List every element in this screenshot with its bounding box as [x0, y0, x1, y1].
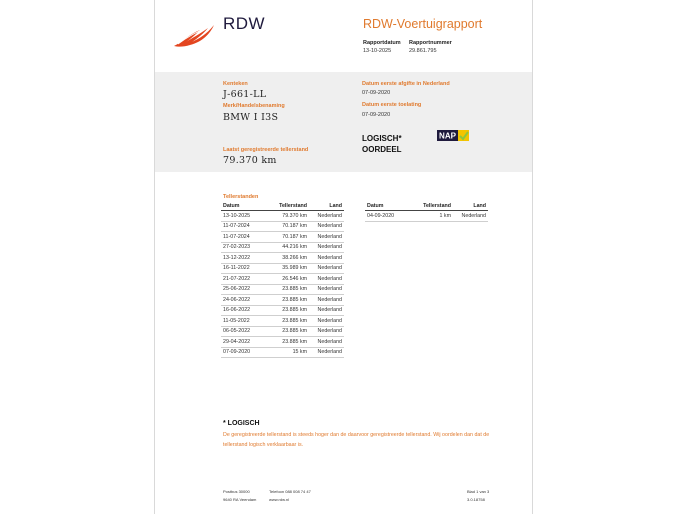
cell-land: Nederland	[309, 263, 344, 274]
cell-tellerstand: 70.187 km	[269, 221, 309, 232]
table-row	[221, 326, 344, 337]
cell-datum: 29-04-2022	[221, 337, 269, 348]
footer-plaats: 9640 RA Veendam	[223, 497, 257, 502]
col-land: Land	[309, 202, 344, 211]
report-page	[154, 0, 533, 514]
table-header-row	[365, 202, 488, 211]
afgifte-label: Datum eerste afgifte in Nederland	[362, 81, 450, 87]
tellerstanden-title: Tellerstanden	[223, 194, 259, 200]
cell-datum: 21-07-2022	[221, 274, 269, 285]
tellerstanden-table-right	[365, 202, 488, 222]
col-tellerstand: Tellerstand	[413, 202, 453, 211]
cell-tellerstand: 23.885 km	[269, 316, 309, 327]
cell-tellerstand: 79.370 km	[269, 211, 309, 222]
table-row	[221, 232, 344, 243]
merk-label: Merk/Handelsbenaming	[223, 103, 285, 109]
table-row	[221, 242, 344, 253]
table-row	[221, 253, 344, 264]
col-land: Land	[453, 202, 488, 211]
cell-land: Nederland	[309, 211, 344, 222]
verdict-line-1: LOGISCH*	[362, 134, 402, 143]
cell-tellerstand: 23.885 km	[269, 295, 309, 306]
cell-tellerstand: 70.187 km	[269, 232, 309, 243]
cell-tellerstand: 23.885 km	[269, 326, 309, 337]
cell-land: Nederland	[453, 211, 488, 222]
rapportdatum-label: Rapportdatum	[363, 40, 401, 46]
table-row	[221, 347, 344, 358]
cell-datum: 06-05-2022	[221, 326, 269, 337]
verdict-line-2: OORDEEL	[362, 145, 402, 154]
table-row	[221, 295, 344, 306]
cell-land: Nederland	[309, 274, 344, 285]
tellerstanden-table	[221, 202, 344, 358]
cell-tellerstand: 23.885 km	[269, 305, 309, 316]
cell-tellerstand: 1 km	[413, 211, 453, 222]
table-row	[365, 211, 488, 222]
cell-datum: 13-10-2025	[221, 211, 269, 222]
table-row	[221, 305, 344, 316]
footer-telefoon: Telefoon 088 008 74 47	[269, 489, 311, 494]
rapportnummer-value: 29.861.795	[409, 48, 437, 54]
cell-datum: 24-06-2022	[221, 295, 269, 306]
table-row	[221, 221, 344, 232]
table-header-row	[221, 202, 344, 211]
cell-land: Nederland	[309, 305, 344, 316]
cell-land: Nederland	[309, 337, 344, 348]
rapportdatum-value: 13-10-2025	[363, 48, 392, 54]
table-row	[221, 211, 344, 222]
cell-land: Nederland	[309, 347, 344, 358]
cell-datum: 16-06-2022	[221, 305, 269, 316]
afgifte-value: 07-09-2020	[362, 90, 391, 96]
rdw-logo-icon	[172, 20, 216, 48]
rapportnummer-label: Rapportnummer	[409, 40, 452, 46]
merk-value: BMW I I3S	[223, 112, 279, 123]
footer-postbus: Postbus 30000	[223, 489, 250, 494]
cell-land: Nederland	[309, 284, 344, 295]
cell-datum: 25-06-2022	[221, 284, 269, 295]
teller-value: 79.370 km	[223, 155, 277, 166]
cell-datum: 27-02-2023	[221, 242, 269, 253]
nap-badge-text: NAP	[439, 131, 456, 141]
cell-tellerstand: 26.546 km	[269, 274, 309, 285]
cell-land: Nederland	[309, 242, 344, 253]
table-row	[221, 263, 344, 274]
table-row	[221, 284, 344, 295]
cell-datum: 07-09-2020	[221, 347, 269, 358]
nap-check-icon	[437, 129, 469, 142]
logisch-title: * LOGISCH	[223, 420, 260, 427]
cell-datum: 13-12-2022	[221, 253, 269, 264]
cell-land: Nederland	[309, 295, 344, 306]
logisch-oordeel	[362, 133, 402, 155]
cell-datum: 04-09-2020	[365, 211, 413, 222]
table-row	[221, 337, 344, 348]
teller-label: Laatst geregistreerde tellerstand	[223, 147, 309, 153]
footer-blad: Blad 1 van 3	[467, 489, 490, 494]
kenteken-label: Kenteken	[223, 81, 248, 87]
col-tellerstand: Tellerstand	[269, 202, 309, 211]
document-title: RDW-Voertuigrapport	[363, 17, 483, 31]
cell-datum: 11-07-2024	[221, 221, 269, 232]
cell-tellerstand: 38.266 km	[269, 253, 309, 264]
table-row	[221, 316, 344, 327]
cell-datum: 16-11-2022	[221, 263, 269, 274]
cell-tellerstand: 15 km	[269, 347, 309, 358]
cell-land: Nederland	[309, 232, 344, 243]
toelating-label: Datum eerste toelating	[362, 102, 422, 108]
cell-land: Nederland	[309, 326, 344, 337]
cell-land: Nederland	[309, 221, 344, 232]
cell-tellerstand: 23.885 km	[269, 284, 309, 295]
cell-tellerstand: 35.989 km	[269, 263, 309, 274]
col-datum: Datum	[365, 202, 413, 211]
cell-land: Nederland	[309, 253, 344, 264]
footer-web[interactable]: www.rdw.nl	[269, 497, 290, 502]
cell-tellerstand: 44.216 km	[269, 242, 309, 253]
brand-name: RDW	[223, 14, 266, 33]
cell-datum: 11-05-2022	[221, 316, 269, 327]
cell-land: Nederland	[309, 316, 344, 327]
cell-tellerstand: 23.885 km	[269, 337, 309, 348]
col-datum: Datum	[221, 202, 269, 211]
footer-code: 3.0.18758	[467, 497, 485, 502]
table-row	[221, 274, 344, 285]
cell-datum: 11-07-2024	[221, 232, 269, 243]
kenteken-value: J-661-LL	[223, 89, 267, 100]
vehicle-summary-band	[155, 72, 532, 172]
toelating-value: 07-09-2020	[362, 112, 391, 118]
logisch-explanation: De geregistreerde tellerstand is steeds hoger dan de daarvoor geregistreerde tellerstand. Wij oordelen dan dat de tellerstand logisch verklaarbaar is.	[223, 432, 490, 448]
